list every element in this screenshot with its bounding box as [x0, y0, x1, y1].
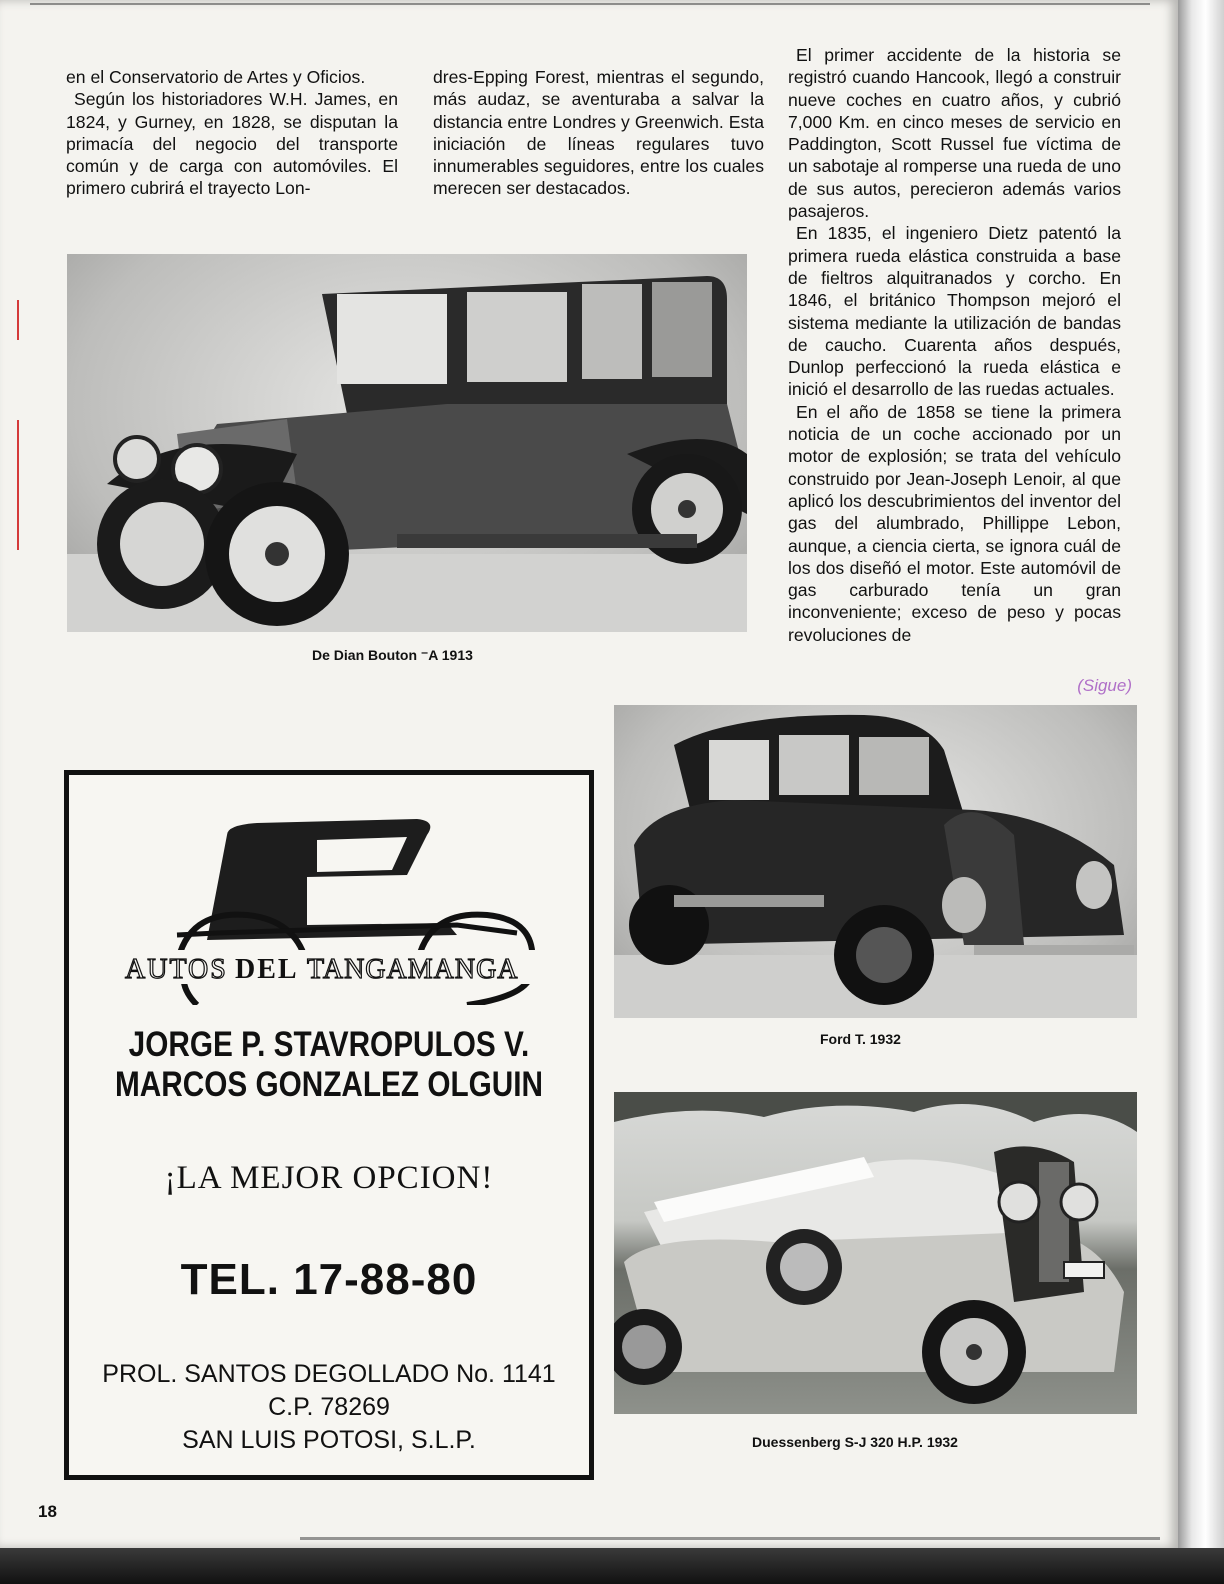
photo-caption: Duessenberg S-J 320 H.P. 1932 — [752, 1434, 958, 1450]
text-column-2 — [433, 66, 764, 200]
top-rule — [30, 3, 1150, 5]
paragraph: en el Conservatorio de Artes y Oficios. — [66, 67, 366, 87]
page-number: 18 — [38, 1502, 57, 1521]
bottom-rule — [300, 1537, 1160, 1540]
ad-phone: TEL. 17-88-80 — [180, 1255, 478, 1304]
text-column-3 — [788, 44, 1121, 646]
ad-address-line: PROL. SANTOS DEGOLLADO No. 1141 — [102, 1360, 556, 1388]
paragraph: El primer accidente de la historia se registró cuando Hancook, llegó a construir nueve coches en cuatro años, y cubrió 7,000 Km. en cinco meses de servicio en Paddington, Scott Russel fue víctima de un sabotaje al romperse una rueda de uno de sus autos, perecieron además varios pasajeros. — [788, 45, 1121, 222]
advertisement-box — [64, 770, 594, 1480]
car-photo-duesenberg — [614, 1092, 1137, 1414]
paragraph: Según los historiadores W.H. James, en 1824, y Gurney, en 1828, se disputan la primacía del negocio del transporte común y de carga con automóviles. El primero cubrirá el trayecto Lon- — [66, 89, 398, 199]
ad-owner-name: JORGE P. STAVROPULOS V. — [128, 1025, 530, 1064]
ad-address-line: C.P. 78269 — [268, 1393, 390, 1421]
paragraph: dres-Epping Forest, mientras el segundo, más audaz, se aventuraba a salvar la distancia entre Londres y Greenwich. Esta iniciación de líneas regulares tuvo innumerables seguidores, entre los cuales merecen ser destacados. — [433, 67, 764, 199]
logo-text-right: TANGAMANGA — [307, 954, 519, 985]
car-photo-ford — [614, 705, 1137, 1018]
logo-text-mid: DEL — [235, 954, 299, 985]
margin-mark — [17, 300, 19, 340]
paragraph: En 1835, el ingeniero Dietz patentó la primera rueda elástica construida a base de fieltros alquitranados y corcho. En 1846, el británico Thompson mejoró el sistema mediante la utilización de bandas de caucho. Cuarenta años después, Dunlop perfeccionó la rueda elástica e inició el desarrollo de las ruedas actuales. — [788, 223, 1121, 400]
logo-text-left: AUTOS — [125, 954, 228, 985]
scan-border — [0, 1548, 1224, 1584]
ad-owner-name: MARCOS GONZALEZ OLGUIN — [114, 1065, 544, 1104]
ad-slogan: ¡LA MEJOR OPCION! — [164, 1160, 494, 1196]
page-edge — [1178, 0, 1224, 1548]
ad-address-line: SAN LUIS POTOSI, S.L.P. — [182, 1426, 476, 1454]
text-column-1 — [66, 66, 398, 200]
continues-label: (Sigue) — [1077, 676, 1132, 695]
photo-caption: Ford T. 1932 — [820, 1031, 901, 1047]
autos-del-tangamanga-logo — [117, 815, 537, 1005]
car-photo-de-dion-bouton — [67, 254, 747, 632]
paragraph: En el año de 1858 se tiene la primera noticia de un coche accionado por un motor de explosión; se trata del vehículo construido por Jean-Joseph Lenoir, al que aplicó los descubrimientos del inventor del gas del alumbrado, Phillippe Lebon, aunque, a ciencia cierta, se ignora cuál de los dos diseñó el motor. Este automóvil de gas carburado tenía un gran inconveniente; exceso de peso y pocas revoluciones de — [788, 401, 1121, 645]
margin-mark — [17, 420, 19, 550]
photo-caption: De Dian Bouton ⁻A 1913 — [312, 647, 473, 663]
